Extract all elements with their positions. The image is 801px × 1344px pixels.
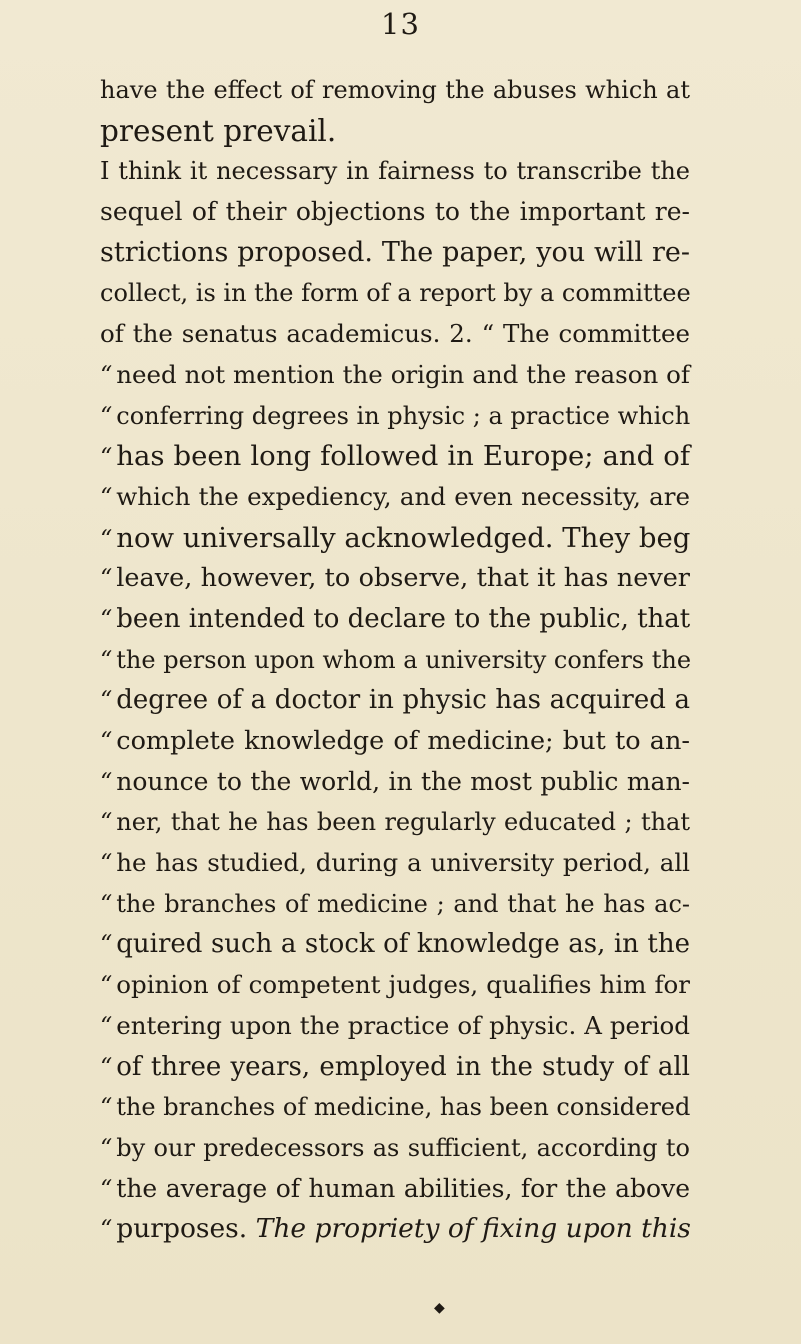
text-line [100, 558, 690, 599]
quote-mark: “ [100, 360, 113, 389]
text-line [100, 1169, 690, 1210]
quote-mark: “ [100, 482, 113, 511]
line-text: need not mention the origin and the reason of [116, 359, 690, 389]
line-text: complete knowledge of medicine; but to an- [116, 726, 690, 756]
line-text: of the senatus academicus. 2. “ The committee [100, 319, 690, 349]
quote-mark: “ [100, 524, 113, 553]
text-line [100, 802, 690, 843]
quote-mark: “ [100, 1174, 113, 1203]
quote-mark: “ [100, 1093, 113, 1122]
quote-mark: “ [100, 1052, 113, 1081]
line-text: sequel of their objections to the important re- [100, 197, 690, 227]
text-line [100, 477, 690, 518]
text-line [100, 1209, 690, 1250]
line-text: have the effect of removing the abuses which at [100, 76, 690, 104]
text-line [100, 518, 690, 559]
text-line [100, 151, 690, 192]
italic-text: The propriety of fixing upon this [255, 1213, 691, 1245]
line-text: which the expediency, and even necessity, are [116, 481, 690, 511]
line-text: present prevail. [100, 113, 337, 148]
quote-mark: “ [100, 889, 113, 918]
body-text [100, 70, 690, 1250]
text-line [100, 1128, 690, 1169]
page-number: 13 [381, 7, 420, 41]
text-line [100, 843, 690, 884]
text-line [100, 721, 690, 762]
line-text: quired such a stock of knowledge as, in the [116, 929, 690, 960]
line-text: degree of a doctor in physic has acquired a [116, 685, 690, 716]
line-text: opinion of competent judges, qualifies him for [116, 970, 690, 1000]
footer-mark: ◆ [434, 1300, 445, 1316]
quote-mark: “ [100, 1133, 113, 1162]
line-text: he has studied, during a university period, all [116, 848, 690, 878]
text-line [100, 355, 690, 396]
line-text: by our predecessors as sufficient, according to [116, 1133, 690, 1162]
quote-mark: “ [100, 401, 113, 430]
line-text: purposes. [116, 1213, 248, 1245]
quote-mark: “ [100, 604, 113, 633]
line-text: collect, is in the form of a report by a committee [100, 279, 691, 308]
line-text: nounce to the world, in the most public man- [116, 766, 690, 796]
quote-mark: “ [100, 686, 113, 715]
line-text: of three years, employed in the study of all [116, 1051, 690, 1082]
line-text: ner, that he has been regularly educated ; that [116, 808, 690, 837]
line-text: conferring degrees in physic ; a practice which [116, 401, 691, 430]
text-line [100, 884, 690, 925]
text-line [100, 1087, 690, 1128]
text-line [100, 111, 690, 152]
line-text: the person upon whom a university confers the [116, 645, 692, 674]
quote-mark: “ [100, 808, 113, 837]
text-line [100, 192, 690, 233]
text-line [100, 273, 690, 314]
quote-mark: “ [100, 1215, 113, 1244]
line-text: the branches of medicine ; and that he has ac- [116, 889, 690, 918]
text-line [100, 314, 690, 355]
line-text: now universally acknowledged. They beg [116, 521, 691, 554]
quote-mark: “ [100, 1011, 113, 1040]
quote-mark: “ [100, 564, 113, 593]
text-line [100, 70, 690, 111]
quote-mark: “ [100, 443, 113, 472]
text-line [100, 233, 690, 274]
text-line [100, 1047, 690, 1088]
quote-mark: “ [100, 645, 113, 674]
line-text: I think it necessary in fairness to transcribe the [100, 157, 690, 186]
text-line [100, 436, 690, 477]
line-text: entering upon the practice of physic. A period [116, 1010, 690, 1040]
line-text: has been long followed in Europe; and of [116, 440, 690, 473]
text-line [100, 924, 690, 965]
text-line [100, 1006, 690, 1047]
quote-mark: “ [100, 849, 113, 878]
text-line [100, 599, 690, 640]
quote-mark: “ [100, 971, 113, 1000]
line-text: leave, however, to observe, that it has never [116, 563, 690, 594]
text-line [100, 396, 690, 437]
quote-mark: “ [100, 727, 113, 755]
line-text: the average of human abilities, for the above [116, 1173, 690, 1203]
line-text: the branches of medicine, has been considered [116, 1093, 691, 1122]
line-text: been intended to declare to the public, that [116, 603, 691, 634]
quote-mark: “ [100, 930, 113, 959]
text-line [100, 762, 690, 803]
quote-mark: “ [100, 767, 113, 796]
line-text: strictions proposed. The paper, you will re- [100, 236, 690, 268]
text-line [100, 640, 690, 681]
text-line [100, 965, 690, 1006]
text-line [100, 680, 690, 721]
